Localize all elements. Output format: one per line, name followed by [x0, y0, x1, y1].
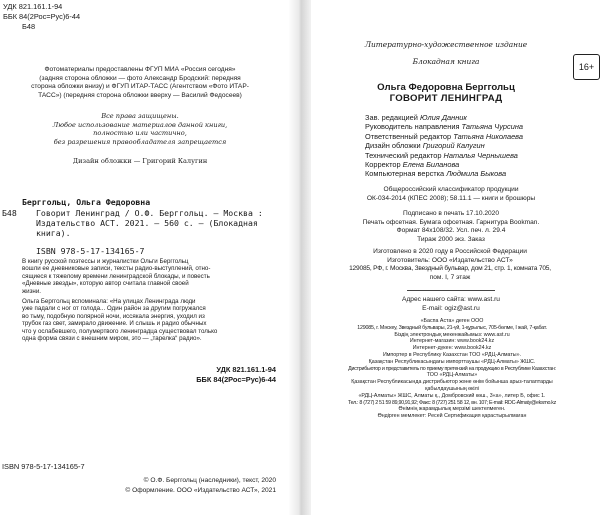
- staff-line: Дизайн обложки Григорий Калугин: [365, 141, 485, 151]
- photo-credit-line: (задняя сторона обложки — фото Александр Бродский: передняя: [39, 74, 241, 82]
- annotation-line: В книгу русской поэтессы и журналистки Ольги Берггольц: [22, 258, 189, 265]
- kz-line: Тел.: 8 (727) 2 51 59 89,90,91,92; Факс: 8 (727) 251 58 12, вн. 107; E-mail: RDC-Almaty@eksmo.kz: [347, 399, 557, 406]
- photo-credits: [4, 66, 276, 100]
- kz-line: Импортер в Республику Казахстан ТОО «РДЦ-Алматы».: [382, 351, 522, 358]
- kz-line: Өндірген мемлекет: Ресей Сертификация қарастырылмаған: [377, 413, 527, 420]
- kz-line: Біздің электрондық мекенжайымыз: www.ast.ru: [394, 331, 510, 338]
- catalog-entry-line: Говорит Ленинград / О.Ф. Берггольц. — Москва :: [36, 208, 263, 218]
- print-line: Подписано в печать 17.10.2020: [402, 210, 500, 217]
- made-line: Изготовлено в 2020 году в Российской Федерации: [373, 248, 527, 255]
- udk-top: УДК 821.161.1-94: [3, 2, 63, 11]
- kz-line: Интернет-магазин: www.book24.kz: [409, 338, 495, 345]
- staff-line: Технический редактор Наталья Чернышева: [365, 150, 518, 160]
- print-line: Формат 84х108/32. Усл. печ. л. 29.4: [396, 227, 506, 234]
- staff-line: Зав. редакцией Юлия Данник: [365, 113, 467, 122]
- book-author: Ольга Федоровна Берггольц: [377, 82, 515, 93]
- catalog-entry: [36, 208, 263, 239]
- staff-line: Руководитель направления Татьяна Чурсина: [365, 122, 523, 132]
- print-info: [321, 210, 581, 244]
- made-line: Изготовитель: ООО «Издательство АСТ»: [387, 256, 513, 264]
- kz-line: 129085, г. Мәскеу, Звездный бульвары, 21-үй, 1-құрылыс, 705-бөлме, I жай, 7-қабат.: [357, 324, 547, 331]
- kz-line: ТОО «РДЦ-Алматы»: [426, 372, 478, 379]
- classifier-line: ОК-034-2014 (КПЕС 2008); 58.11.1 — книги и брошюры: [366, 194, 536, 202]
- annotation-line: вошли ее дневниковые записи, тексты радио-выступлений, отно-: [22, 265, 211, 273]
- book-gutter: [289, 0, 311, 515]
- quote-line: что у ослабевшего, полумертвого ленинградца существовал только: [22, 327, 218, 335]
- rights-notice: [4, 112, 276, 146]
- kz-line: қабылдаушының өкілі: [425, 385, 479, 392]
- photo-credit-line: сторона обложки внизу) и ФГУП ИТАР-ТАСС (Агентством «Фото ИТАР-: [31, 83, 249, 90]
- staff-line: Ответственный редактор Татьяна Николаева: [365, 131, 523, 141]
- divider: [407, 290, 495, 291]
- classifier: [321, 186, 581, 203]
- staff-line: Корректор Елена Биланова: [365, 160, 460, 170]
- quote-line: Ольга Берггольц вспоминала: «На улицах Ленинграда люди: [22, 298, 196, 305]
- annotation-line: сящиеся к тяжелому времени ленинградской блокады, и повесть: [22, 272, 210, 280]
- web-line: Адрес нашего сайта: www.ast.ru: [402, 296, 500, 303]
- age-rating-badge: 16+: [573, 54, 600, 80]
- print-line: Печать офсетная. Бумага офсетная. Гарнитура Bookman.: [362, 218, 540, 226]
- made-line: 129085, РФ, г. Москва, Звездный бульвар, дом 21, стр. 1, комната 705,: [349, 265, 551, 272]
- quote: [22, 298, 276, 342]
- photo-credit-line: ТАСС») (передняя сторона обложки вверху — Василий Федосеев): [38, 91, 242, 99]
- kz-line: «Баспа Аста» деген ООО: [420, 318, 484, 324]
- rights-line: без разрешения правообладателя запрещается: [53, 137, 227, 146]
- quote-line: уже падали с ног от голода... Один район за другим погружался: [22, 305, 206, 313]
- left-page: [0, 0, 289, 515]
- rights-line: Все права защищены.: [101, 112, 179, 120]
- catalog-author: Берггольц, Ольга Федоровна: [22, 197, 151, 207]
- copyright-design: © Оформление. ООО «Издательство АСТ», 2021: [125, 487, 276, 494]
- kz-line: Интернет-дүкен: www.book24.kz: [412, 345, 492, 352]
- manufacture-info: [315, 248, 585, 282]
- catalog-isbn: ISBN 978-5-17-134165-7: [36, 246, 145, 256]
- staff-line: Компьютерная верстка Людмила Быкова: [365, 169, 507, 179]
- isbn-bottom: ISBN 978-5-17-134165-7: [2, 462, 85, 471]
- kz-line: Өнімнің жарамдылық мерзімі шектелмеген.: [398, 406, 506, 413]
- web-info: [321, 296, 581, 313]
- kz-line: «РДЦ-Алматы» ЖШС, Алматы қ., Домбровский көш., 3«а», литер Б, офис 1.: [358, 392, 546, 399]
- annotation-line: жизни.: [22, 287, 42, 295]
- book-title: ГОВОРИТ ЛЕНИНГРАД: [389, 93, 503, 104]
- kz-line: Дистрибьютор и представитель по приему претензий на продукцию в Республике Казахстан:: [348, 365, 556, 372]
- print-line: Тираж 2000 экз. Заказ: [417, 235, 485, 243]
- bbk-bottom: ББК 84(2Рос=Рус)6-44: [196, 375, 276, 384]
- classifier-line: Общероссийский классификатор продукции: [383, 186, 519, 193]
- photo-credit-line: Фотоматериалы предоставлены ФГУП МИА «Россия сегодня»: [44, 66, 236, 73]
- copyright-text: © О.Ф. Берггольц (наследники), текст, 2020: [143, 477, 276, 484]
- kz-line: Қазақстан Республикасында дистрибьютор және өнім бойынша арыз-талаптарды: [351, 379, 553, 386]
- bbk-top: ББК 84(2Рос=Рус)6-44: [3, 12, 81, 21]
- code-top: Б48: [22, 22, 36, 31]
- right-page: [311, 0, 600, 515]
- staff-list: [365, 113, 595, 179]
- catalog-entry-line: книга).: [36, 228, 71, 239]
- quote-line: во тьму, подобную полярной ночи, иссякала энергия, уходил из: [22, 312, 205, 320]
- web-line: E-mail: ogiz@ast.ru: [422, 304, 480, 312]
- udk-bottom: УДК 821.161.1-94: [216, 365, 276, 374]
- kz-line: Қазақстан Республикасындағы импорттаушы «РДЦ-Алматы» ЖШС.: [368, 358, 536, 365]
- catalog-entry-line: Издательство АСТ. 2021. — 560 с. — (Блокадная: [36, 218, 258, 229]
- series: Блокадная книга: [412, 57, 480, 66]
- kazakhstan-info: [313, 318, 591, 420]
- annotation: [22, 258, 276, 295]
- quote-line: трубок газ свет, замирало движение. И слышь и радио обычных: [22, 320, 207, 328]
- genre: Литературно-художественное издание: [364, 40, 528, 49]
- made-line: пом. I, 7 этаж: [429, 273, 471, 281]
- rights-line: полностью или частично,: [93, 129, 187, 137]
- catalog-code: Б48: [2, 208, 17, 218]
- annotation-line: «Дневные звезды», которую автор считала главной своей: [22, 280, 189, 288]
- cover-design-credit: Дизайн обложки — Григорий Калугин: [72, 157, 208, 165]
- quote-line: одна форма связи с внешним миром, это — „тарелка“ радио».: [22, 335, 202, 343]
- rights-line: Любое использование материалов данной книги,: [52, 120, 228, 129]
